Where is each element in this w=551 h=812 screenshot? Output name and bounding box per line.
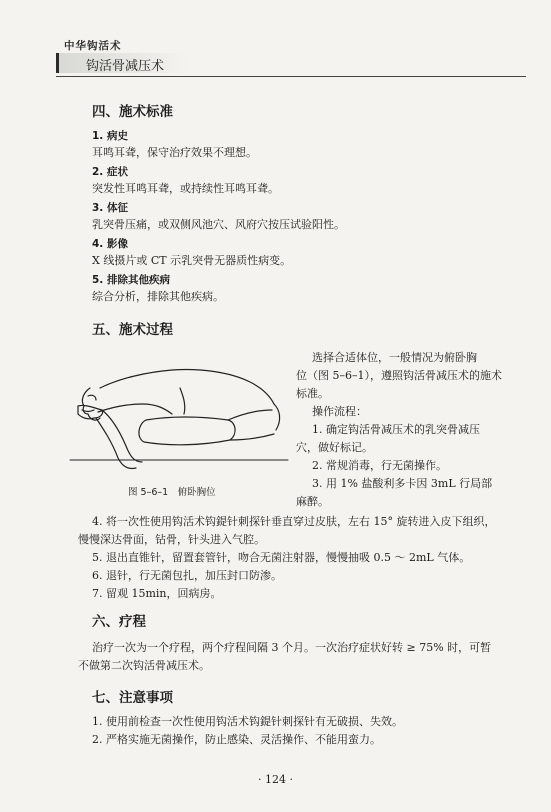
chapter-title: 钩活骨减压术 [86, 59, 165, 74]
procedure-line: 穴，做好标记。 [296, 441, 373, 454]
step-line: 5. 退出直锥针，留置套管针，吻合无菌注射器，慢慢抽吸 0.5 ～ 2mL 气体。 [92, 551, 471, 564]
step-line: 7. 留观 15min，回病房。 [92, 587, 222, 600]
course-line: 不做第二次钩活骨减压术。 [78, 659, 210, 672]
item-text: 耳鸣耳聋，保守治疗效果不理想。 [92, 146, 257, 159]
item-label: 3. 体征 [92, 202, 128, 214]
item-label: 5. 排除其他疾病 [92, 274, 170, 286]
item-label: 2. 症状 [92, 166, 128, 178]
prone-position-figure [60, 348, 290, 478]
procedure-line: 3. 用 1% 盐酸利多卡因 3mL 行局部 [312, 477, 493, 490]
procedure-line: 位（图 5–6–1），遵照钩活骨减压术的施术 [296, 369, 502, 382]
section-heading-6: 六、疗程 [92, 614, 146, 630]
procedure-line: 1. 确定钩活骨减压术的乳突骨减压 [312, 423, 480, 436]
item-label: 1. 病史 [92, 130, 128, 142]
item-text: 乳突骨压痛，或双侧风池穴、风府穴按压试验阳性。 [92, 218, 345, 231]
item-text: X 线摄片或 CT 示乳突骨无器质性病变。 [92, 254, 292, 267]
series-title: 中华钩活术 [64, 40, 122, 52]
figure-caption: 图 5–6–1 俯卧胸位 [128, 487, 216, 498]
procedure-line: 麻醉。 [296, 495, 329, 508]
procedure-line: 2. 常规消毒，行无菌操作。 [312, 459, 447, 472]
header-rule [56, 76, 526, 77]
page-number: · 124 · [258, 773, 293, 786]
step-line: 慢慢深达骨面，钻骨，针头进入气腔。 [78, 533, 265, 546]
section-heading-5: 五、施术过程 [92, 322, 173, 338]
course-line: 治疗一次为一个疗程，两个疗程间隔 3 个月。一次治疗症状好转 ≥ 75% 时，可暂 [92, 641, 492, 654]
item-text: 突发性耳鸣耳聋，或持续性耳鸣耳聋。 [92, 182, 279, 195]
step-line: 4. 将一次性使用钩活术钩鍉针刺探针垂直穿过皮肤，左右 15° 旋转进入皮下组织， [92, 515, 496, 528]
item-text: 综合分析，排除其他疾病。 [92, 290, 224, 303]
section-heading-7: 七、注意事项 [92, 690, 173, 706]
step-line: 6. 退针，行无菌包扎，加压封口防渗。 [92, 569, 282, 582]
procedure-line: 选择合适体位，一般情况为俯卧胸 [312, 351, 477, 364]
precaution-line: 2. 严格实施无菌操作，防止感染、灵活操作、不能用蛮力。 [92, 733, 381, 746]
precaution-line: 1. 使用前检查一次性使用钩活术钩鍉针刺探针有无破损、失效。 [92, 715, 403, 728]
item-label: 4. 影像 [92, 238, 128, 250]
procedure-line: 操作流程： [312, 405, 367, 418]
procedure-line: 标准。 [296, 387, 329, 400]
section-heading-4: 四、施术标准 [92, 104, 173, 120]
